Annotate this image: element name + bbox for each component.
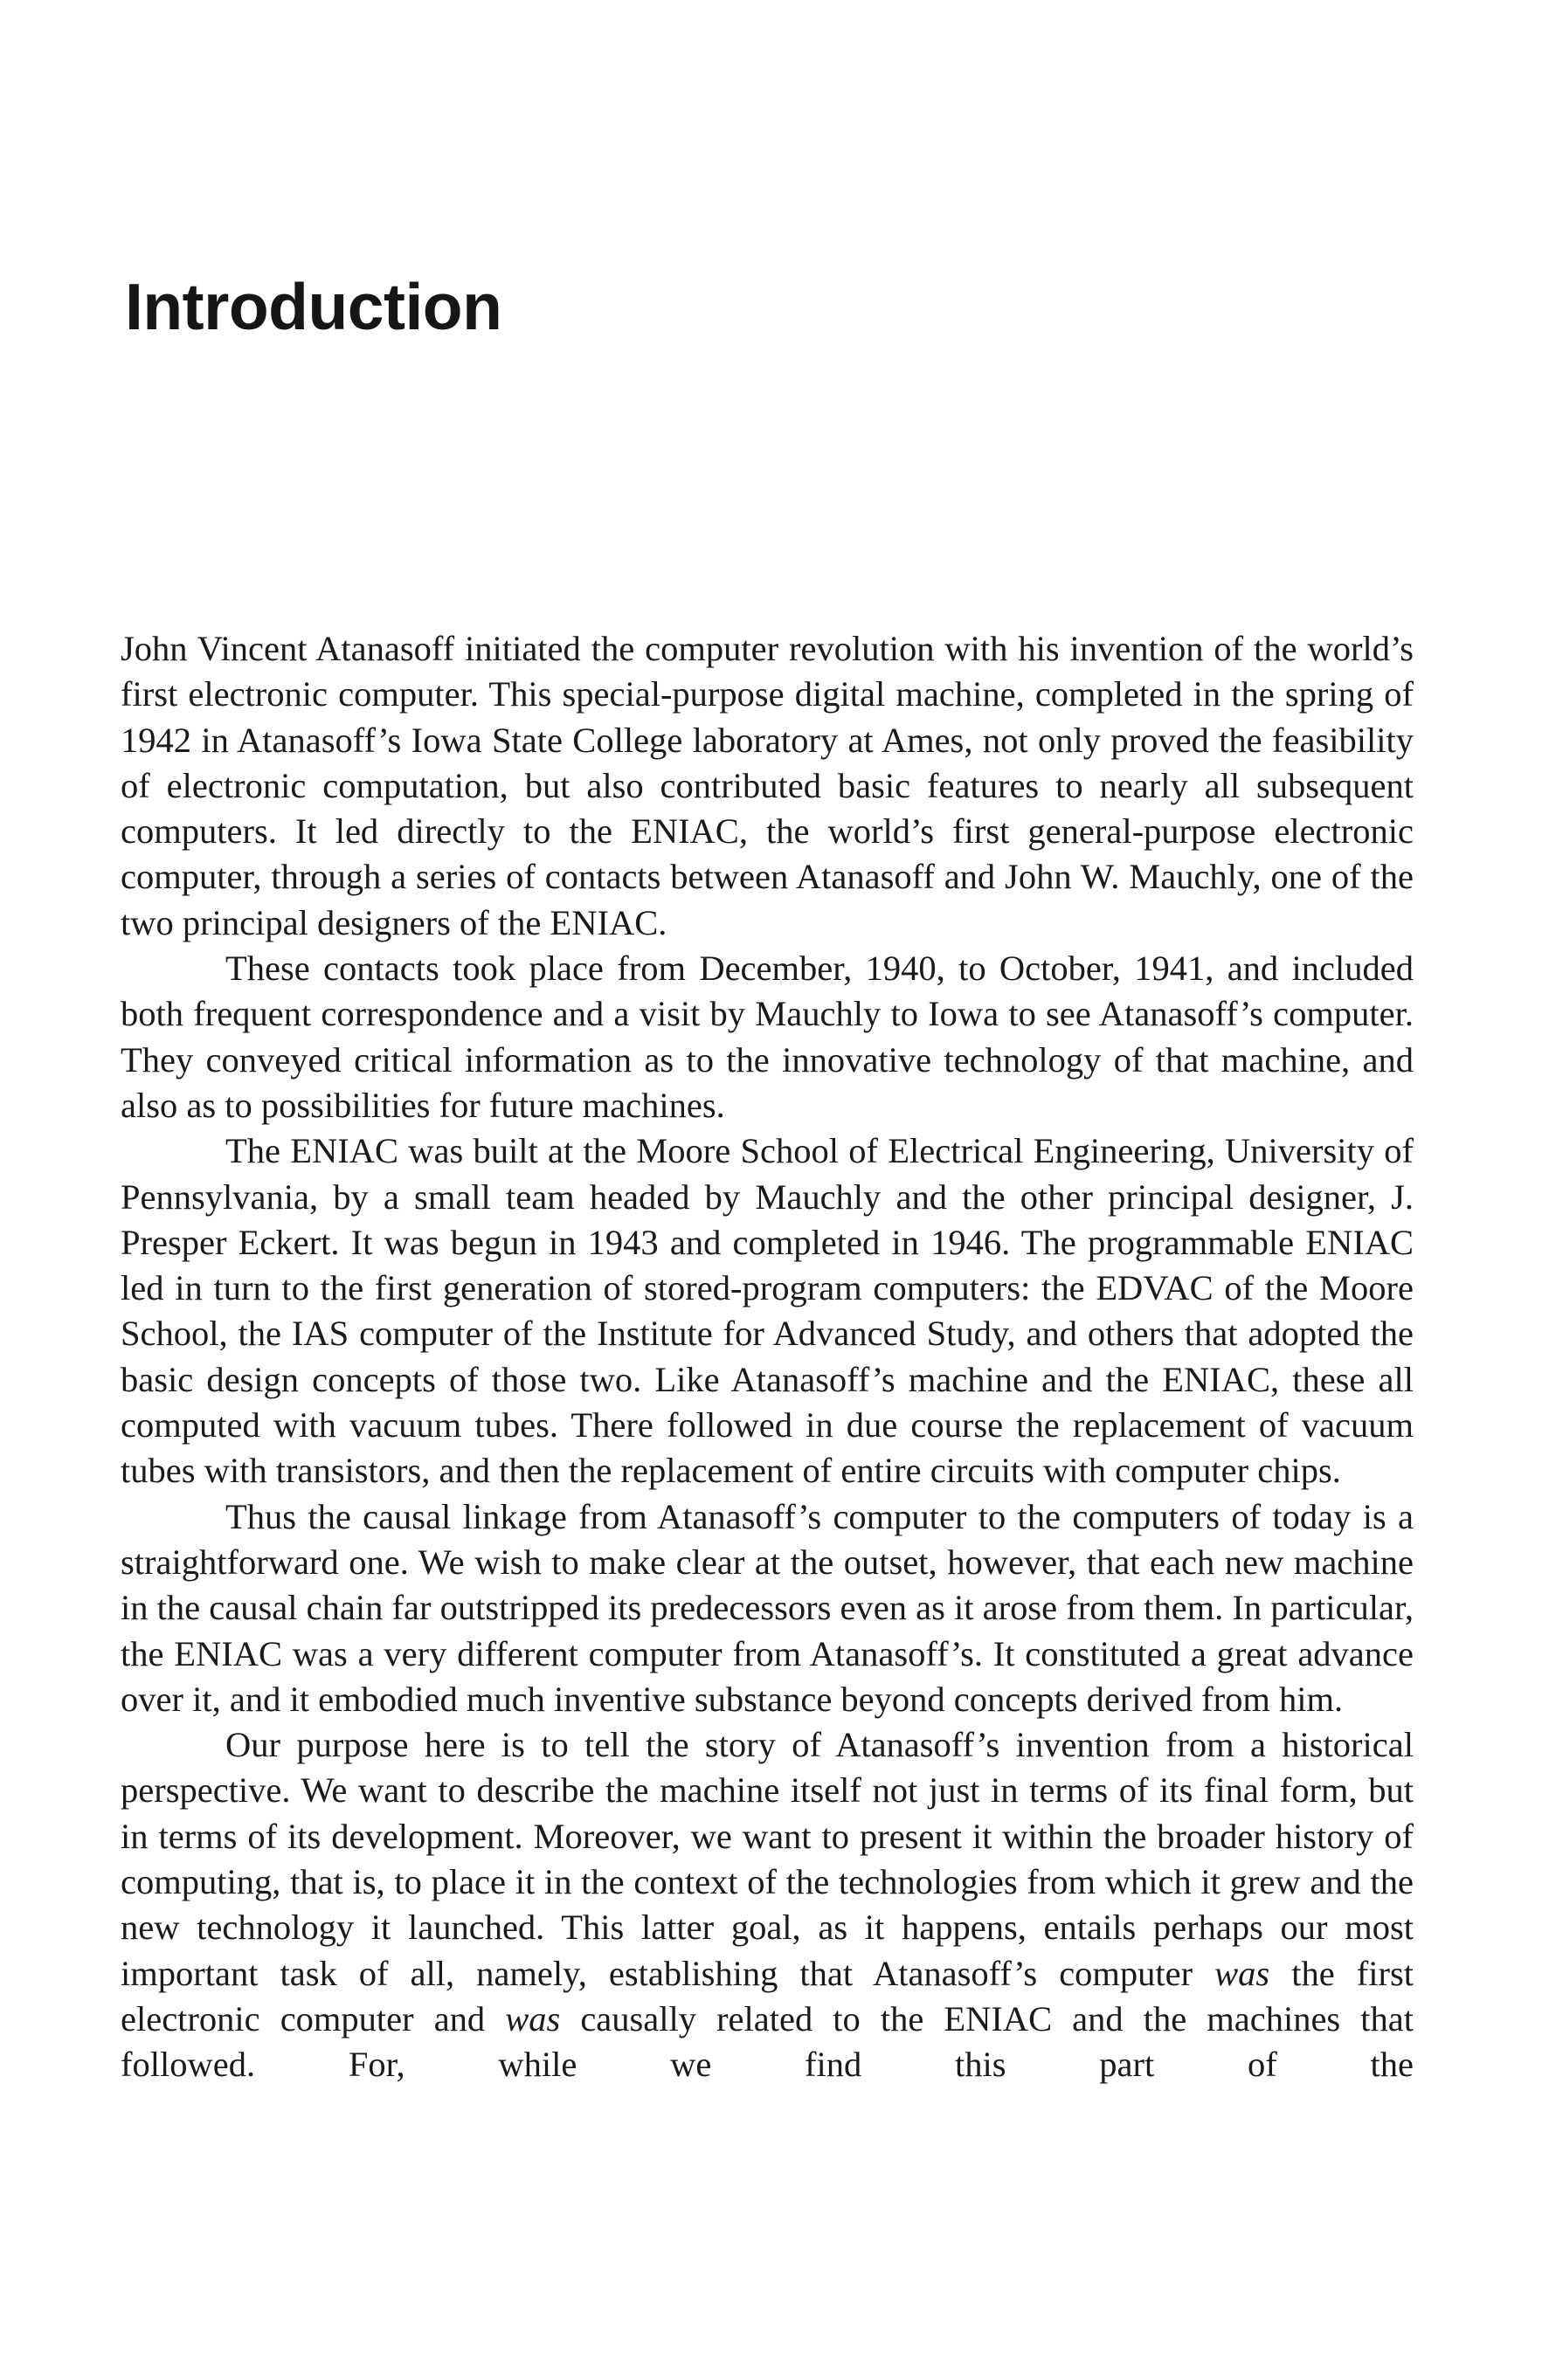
paragraph-5-text-b: the first electronic computer and [121, 1953, 1414, 2039]
emphasis-was-1: was [1214, 1953, 1270, 1993]
paragraph-5-text-a: Our purpose here is to tell the story of Atanasoff’s invention from a historical perspective. We want to describe the machine itself not just in terms of its final form, but in terms of its development. Moreover, we want to present it within the broader history of computing, that is, to place it in the context of the technologies from which it grew and the new technology it launched. This latter goal, as it happens, entails perhaps our most important task of all, namely, establishing that Atanasoff’s computer [121, 1725, 1414, 1993]
emphasis-was-2: was [505, 1998, 561, 2039]
chapter-title: Introduction [125, 270, 502, 343]
paragraph-5 [121, 1722, 1414, 2087]
paragraph-1: John Vincent Atanasoff initiated the computer revolution with his invention of the world’s first electronic computer. This special-purpose digital machine, completed in the spring of 1942 in Atanasoff’s Iowa State College laboratory at Ames, not only proved the feasibility of electronic computation, but also contributed basic features to nearly all subsequent computers. It led directly to the ENIAC, the world’s first general-purpose electronic computer, through a series of contacts between Atanasoff and John W. Mauchly, one of the two principal designers of the ENIAC. [121, 629, 1414, 942]
paragraph-2: These contacts took place from December, 1940, to October, 1941, and included both frequent correspondence and a visit by Mauchly to Iowa to see Atanasoff’s computer. They conveyed critical information as to the innovative technology of that machine, and also as to possibilities for future machines. [121, 949, 1414, 1125]
paragraph-3: The ENIAC was built at the Moore School of Electrical Engineering, University of Pennsylvania, by a small team headed by Mauchly and the other principal designer, J. Presper Eckert. It was begun in 1943 and completed in 1946. The programmable ENIAC led in turn to the first generation of stored-program computers: the EDVAC of the Moore School, the IAS computer of the Institute for Advanced Study, and others that adopted the basic design concepts of those two. Like Atanasoff’s machine and the ENIAC, these all computed with vacuum tubes. There followed in due course the replacement of vacuum tubes with transistors, and then the replacement of entire circuits with computer chips. [121, 1131, 1414, 1491]
chapter-body [121, 626, 1414, 2088]
paragraph-4: Thus the causal linkage from Atanasoff’s computer to the computers of today is a straightforward one. We wish to make clear at the outset, however, that each new machine in the causal chain far outstripped its predecessors even as it arose from them. In particular, the ENIAC was a very different computer from Atanasoff’s. It constituted a great advance over it, and it embodied much inventive substance beyond concepts derived from him. [121, 1496, 1414, 1719]
paragraph-5-text-c: causally related to the ENIAC and the machines that followed. For, while we find this part of the [121, 1998, 1414, 2085]
